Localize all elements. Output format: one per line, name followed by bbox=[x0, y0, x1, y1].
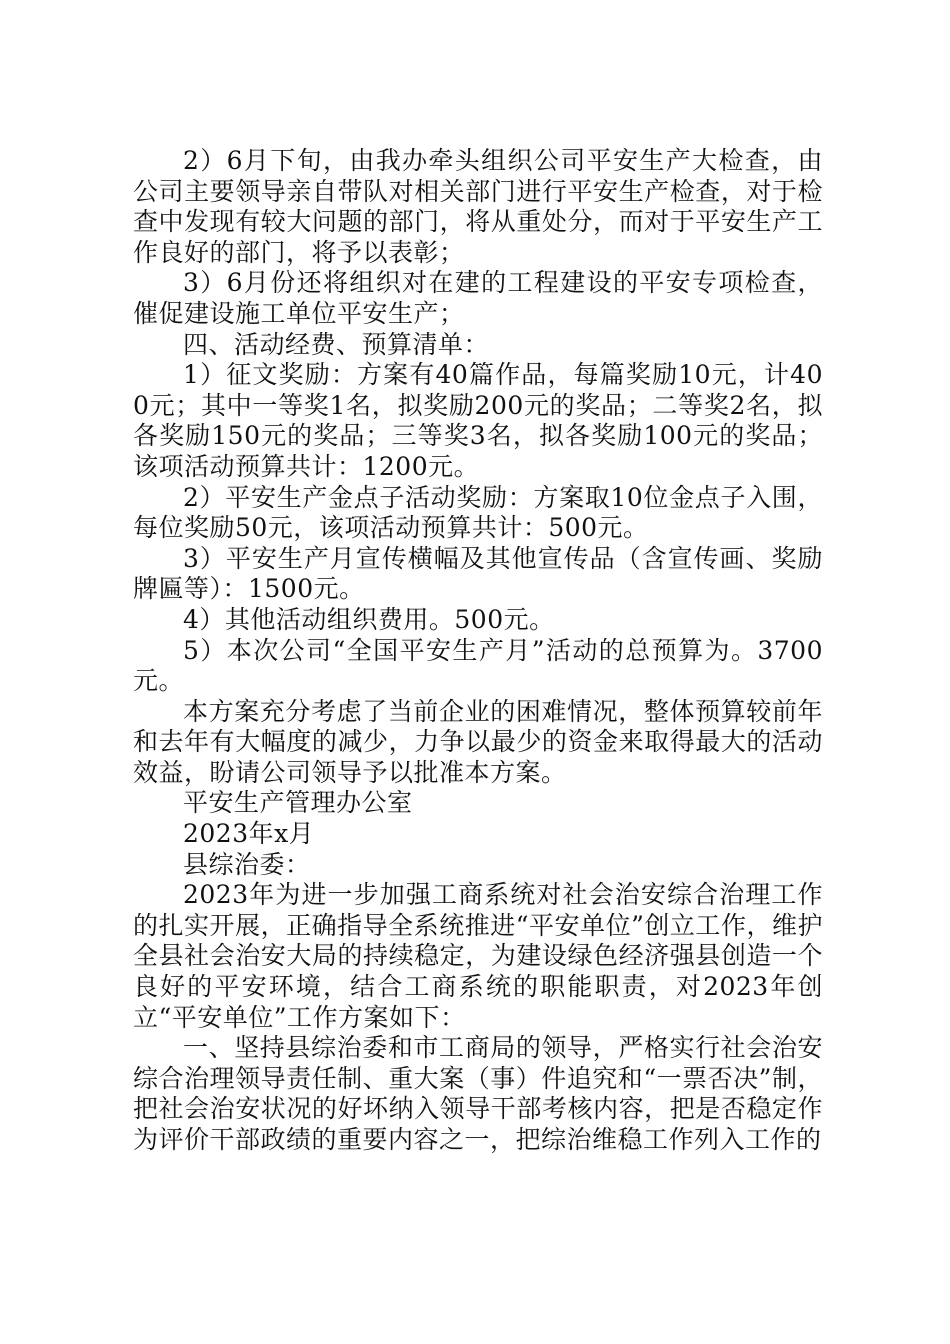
section-heading-budget: 四、活动经费、预算清单： bbox=[183, 329, 490, 359]
signature-office: 平安生产管理办公室 bbox=[183, 788, 413, 818]
salutation: 县综治委： bbox=[183, 849, 311, 879]
paragraph-point-one: 一、坚持县综治委和市工商局的领导，严格实行社会治安综合治理领导责任制、重大案（事）件追究和“一票否决”制，把社会治安状况的好坏纳入领导干部考核内容，把是否稳定作为评价干部政绩的重要内容之一，把综治维稳工作列入工作的 bbox=[133, 1033, 823, 1154]
paragraph-plan-intro: 2023年为进一步加强工商系统对社会治安综合治理工作的扎实开展，正确指导全系统推进“平安单位”创立工作，维护全县社会治安大局的持续稳定，为建设绿色经济强县创造一个良好的平安环境，结合工商系统的职能职责，对2023年创立“平安单位”工作方案如下： bbox=[133, 880, 823, 1032]
paragraph-ideas-award: 2）平安生产金点子活动奖励：方案取10位金点子入围，每位奖励50元，该项活动预算共计：500元。 bbox=[133, 482, 823, 543]
paragraph-other-costs: 4）其他活动组织费用。500元。 bbox=[183, 604, 555, 634]
paragraph-inspection-june: 2）6月下旬，由我办牵头组织公司平安生产大检查，由公司主要领导亲自带队对相关部门进行平安生产检查，对于检查中发现有较大问题的部门，将从重处分，而对于平安生产工作良好的部门，将予以表彰； bbox=[133, 146, 823, 267]
paragraph-essay-award: 1）征文奖励：方案有40篇作品，每篇奖励10元，计400元；其中一等奖1名，拟奖励200元的奖品；二等奖2名，拟各奖励150元的奖品；三等奖3名，拟各奖励100元的奖品；该项活动预算共计：1200元。 bbox=[133, 360, 823, 481]
paragraph-construction-inspection: 3）6月份还将组织对在建的工程建设的平安专项检查，催促建设施工单位平安生产； bbox=[133, 268, 823, 328]
signature-date: 2023年x月 bbox=[183, 819, 315, 849]
paragraph-closing-remarks: 本方案充分考虑了当前企业的困难情况，整体预算较前年和去年有大幅度的减少，力争以最少的资金来取得最大的活动效益，盼请公司领导予以批准本方案。 bbox=[133, 696, 823, 787]
paragraph-total-budget: 5）本次公司“全国平安生产月”活动的总预算为。3700元。 bbox=[133, 635, 823, 696]
document-body bbox=[133, 146, 823, 1156]
paragraph-publicity-items: 3）平安生产月宣传横幅及其他宣传品（含宣传画、奖励牌匾等）：1500元。 bbox=[133, 543, 823, 604]
